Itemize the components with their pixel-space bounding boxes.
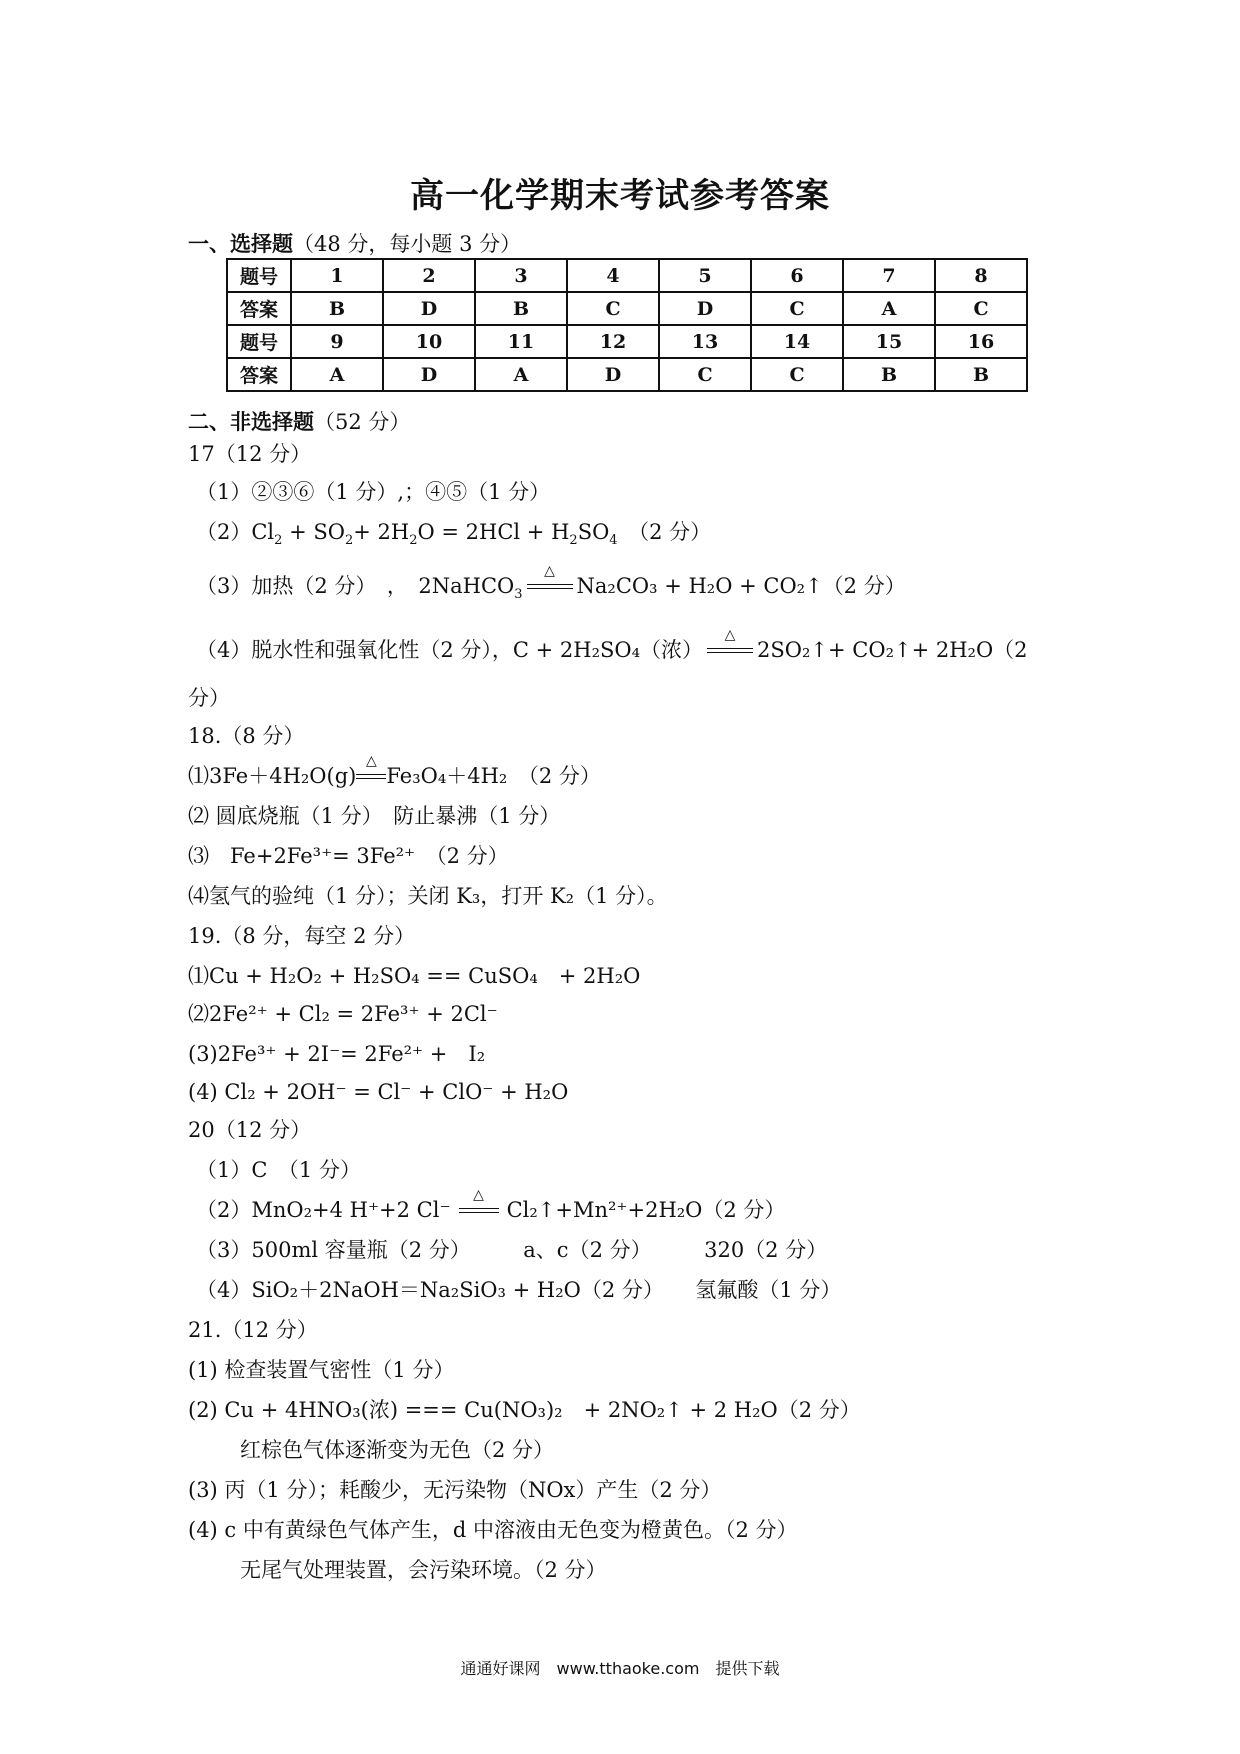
q21-line-1: (1) 检查装置气密性（1 分） bbox=[188, 1358, 455, 1382]
q19-heading: 19.（8 分，每空 2 分） bbox=[188, 924, 416, 948]
q17-line-4-products: 2SO₂↑+ CO₂↑+ 2H₂O（2 bbox=[757, 638, 1028, 662]
row-label: 题号 bbox=[227, 259, 291, 292]
q17-line-4-cont: 分） bbox=[188, 686, 230, 710]
answer-cell: C bbox=[751, 358, 843, 391]
answer-cell: B bbox=[935, 358, 1027, 391]
answer-cell: A bbox=[291, 358, 383, 391]
question-number: 8 bbox=[935, 259, 1027, 292]
heat-equals-icon: △ bbox=[707, 642, 753, 662]
answer-table bbox=[226, 258, 1028, 392]
question-number: 10 bbox=[383, 325, 475, 358]
heat-equals-icon: △ bbox=[459, 1202, 499, 1222]
q20-line-2 bbox=[196, 1186, 786, 1224]
q17-line-3: （3）加热（2 分） ， 2NaHCO$_3$ △ Na₂CO₃ + H₂O + CO₂↑（2 分） bbox=[196, 562, 906, 603]
table-row bbox=[227, 325, 1027, 358]
q18-line-1-text: ⑴3Fe＋4H₂O(g) bbox=[188, 764, 357, 788]
q21-line-4: (4) c 中有黄绿色气体产生，d 中溶液由无色变为橙黄色。（2 分） bbox=[188, 1518, 798, 1542]
section-1-label: 一、选择题 bbox=[188, 231, 293, 256]
q19-line-3: (3)2Fe³⁺ + 2I⁻= 2Fe²⁺ + I₂ bbox=[188, 1042, 486, 1066]
section-2-heading bbox=[188, 406, 410, 436]
q21-heading: 21.（12 分） bbox=[188, 1318, 318, 1342]
question-number: 2 bbox=[383, 259, 475, 292]
question-number: 6 bbox=[751, 259, 843, 292]
question-number: 15 bbox=[843, 325, 935, 358]
q17-line-2: $(2)Cl_2 + SO_2+ 2H_2O = 2HCl + H_2SO_4$ （2 分） bbox=[196, 520, 712, 549]
row-label: 题号 bbox=[227, 325, 291, 358]
heat-equals-icon: △ bbox=[356, 768, 386, 788]
q17-line-2-text: （2）Cl bbox=[196, 520, 275, 544]
answer-cell: C bbox=[935, 292, 1027, 325]
q21-line-4b: 无尾气处理装置，会污染环境。（2 分） bbox=[240, 1558, 607, 1582]
answer-cell: C bbox=[751, 292, 843, 325]
question-number: 13 bbox=[659, 325, 751, 358]
question-number: 4 bbox=[567, 259, 659, 292]
q18-line-2: ⑵ 圆底烧瓶（1 分） 防止暴沸（1 分） bbox=[188, 804, 561, 828]
q21-line-2b: 红棕色气体逐渐变为无色（2 分） bbox=[240, 1438, 555, 1462]
q17-line-4-text: （4）脱水性和强氧化性（2 分），C + 2H₂SO₄（浓） bbox=[196, 638, 704, 662]
q17-line-4 bbox=[196, 626, 1028, 664]
q20-line-2-text: （2）MnO₂+4 H⁺+2 Cl⁻ bbox=[196, 1198, 451, 1222]
section-2-note: （52 分） bbox=[314, 410, 411, 434]
question-number: 3 bbox=[475, 259, 567, 292]
question-number: 11 bbox=[475, 325, 567, 358]
answer-cell: D bbox=[383, 292, 475, 325]
q21-line-3: (3) 丙（1 分）；耗酸少，无污染物（NOx）产生（2 分） bbox=[188, 1478, 722, 1502]
question-number: 1 bbox=[291, 259, 383, 292]
q19-line-2: ⑵2Fe²⁺ + Cl₂ = 2Fe³⁺ + 2Cl⁻ bbox=[188, 1002, 498, 1026]
q18-heading: 18.（8 分） bbox=[188, 724, 305, 748]
q20-line-2-products: Cl₂↑+Mn²⁺+2H₂O（2 分） bbox=[506, 1198, 786, 1222]
answer-cell: C bbox=[659, 358, 751, 391]
q18-line-1 bbox=[188, 752, 601, 790]
page-title: 高一化学期末考试参考答案 bbox=[410, 176, 830, 216]
table-row bbox=[227, 292, 1027, 325]
q18-line-4: ⑷氢气的验纯（1 分）；关闭 K₃，打开 K₂（1 分）。 bbox=[188, 884, 668, 908]
question-number: 7 bbox=[843, 259, 935, 292]
q19-line-1: ⑴Cu + H₂O₂ + H₂SO₄ == CuSO₄ + 2H₂O bbox=[188, 964, 641, 988]
answer-cell: D bbox=[567, 358, 659, 391]
answer-cell: A bbox=[843, 292, 935, 325]
q18-line-1-products: Fe₃O₄＋4H₂ （2 分） bbox=[386, 764, 601, 788]
question-number: 5 bbox=[659, 259, 751, 292]
q18-line-3: ⑶ Fe+2Fe³⁺= 3Fe²⁺ （2 分） bbox=[188, 844, 509, 868]
q17-heading: 17（12 分） bbox=[188, 442, 312, 466]
heat-equals-icon: △ bbox=[527, 578, 573, 598]
section-1-heading bbox=[188, 228, 521, 258]
answer-cell: B bbox=[843, 358, 935, 391]
answer-cell: A bbox=[475, 358, 567, 391]
answer-cell: B bbox=[291, 292, 383, 325]
q21-line-2: (2) Cu + 4HNO₃(浓) === Cu(NO₃)₂ + 2NO₂↑ + 2 H₂O（2 分） bbox=[188, 1398, 861, 1422]
q20-line-1: （1）C （1 分） bbox=[196, 1158, 361, 1182]
question-number: 16 bbox=[935, 325, 1027, 358]
page-footer: 通通好课网 www.tthaoke.com 提供下载 bbox=[460, 1659, 780, 1678]
section-1-note: （48 分，每小题 3 分） bbox=[293, 232, 522, 256]
answer-cell: D bbox=[659, 292, 751, 325]
q20-line-3: （3）500ml 容量瓶（2 分） a、c（2 分） 320（2 分） bbox=[196, 1238, 828, 1262]
answer-cell: B bbox=[475, 292, 567, 325]
answer-cell: D bbox=[383, 358, 475, 391]
table-row bbox=[227, 259, 1027, 292]
question-number: 14 bbox=[751, 325, 843, 358]
row-label: 答案 bbox=[227, 292, 291, 325]
row-label: 答案 bbox=[227, 358, 291, 391]
section-2-label: 二、非选择题 bbox=[188, 409, 314, 434]
answer-cell: C bbox=[567, 292, 659, 325]
table-row bbox=[227, 358, 1027, 391]
q20-line-4: （4）SiO₂＋2NaOH＝Na₂SiO₃ + H₂O（2 分） 氢氟酸（1 分） bbox=[196, 1278, 842, 1302]
q20-heading: 20（12 分） bbox=[188, 1118, 312, 1142]
question-number: 9 bbox=[291, 325, 383, 358]
question-number: 12 bbox=[567, 325, 659, 358]
q17-line-3-text: （3）加热（2 分） ， 2NaHCO bbox=[196, 574, 515, 598]
q17-line-3-products: Na₂CO₃ + H₂O + CO₂↑（2 分） bbox=[576, 574, 906, 598]
q19-line-4: (4) Cl₂ + 2OH⁻ = Cl⁻ + ClO⁻ + H₂O bbox=[188, 1080, 569, 1104]
q17-line-1: （1）②③⑥（1 分）,；④⑤（1 分） bbox=[196, 480, 551, 504]
